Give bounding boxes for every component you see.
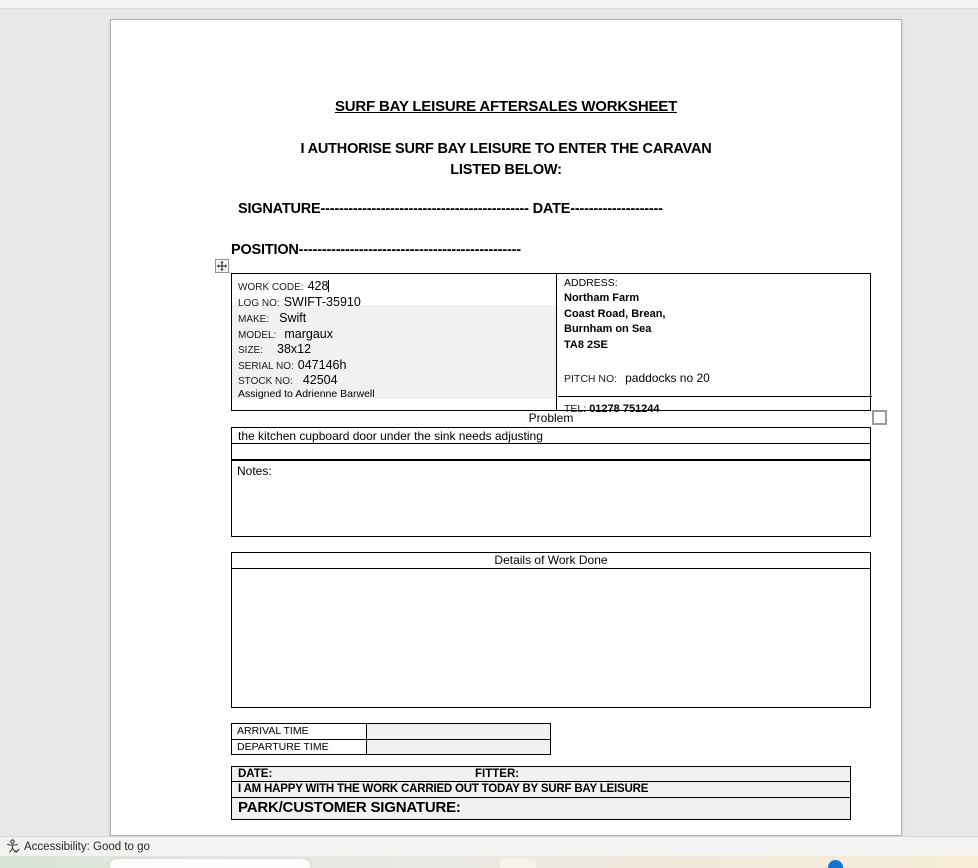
model-row[interactable] [238, 325, 556, 341]
work-code-value[interactable]: 428 [307, 279, 329, 293]
pitch-no-label: PITCH NO: [564, 373, 618, 385]
pitch-no-row[interactable] [564, 369, 872, 385]
customer-signature-row[interactable]: PARK/CUSTOMER SIGNATURE: [238, 799, 461, 816]
accessibility-status[interactable]: Accessibility: Good to go [24, 840, 150, 853]
tel-value[interactable]: 01278 751244 [589, 403, 660, 415]
tel-cell[interactable] [558, 396, 872, 415]
departure-time-row [232, 739, 550, 754]
log-no-row[interactable] [238, 293, 556, 309]
model-value[interactable]: margaux [284, 326, 333, 341]
document-title [111, 98, 901, 115]
work-done-table[interactable] [231, 552, 871, 708]
authorisation-line-2: LISTED BELOW: [450, 162, 562, 178]
problem-table[interactable] [231, 427, 871, 460]
assigned-note[interactable]: Assigned to Adrienne Barwell [238, 387, 375, 400]
serial-no-row[interactable] [238, 356, 556, 372]
size-label: SIZE: [238, 345, 264, 356]
fitter-label: FITTER: [475, 768, 520, 780]
date-label: DATE: [238, 768, 273, 780]
stock-no-label: STOCK NO: [238, 376, 293, 387]
taskbar-item[interactable] [500, 859, 536, 868]
make-row[interactable] [238, 309, 556, 325]
departure-time-value-cell[interactable] [367, 740, 550, 754]
arrival-time-value-cell[interactable] [367, 724, 550, 739]
notes-cell[interactable] [231, 460, 871, 537]
table-resize-handle[interactable] [872, 410, 887, 425]
problem-header: Problem [528, 411, 574, 425]
authorisation-paragraph [111, 139, 901, 181]
document-page[interactable] [110, 19, 902, 836]
work-done-header: Details of Work Done [232, 553, 870, 569]
problem-text-cell[interactable]: the kitchen cupboard door under the sink needs adjusting [232, 428, 870, 444]
signature-date-line[interactable]: SIGNATURE--------------------------------------------- DATE-------------------- [238, 201, 663, 217]
signoff-table[interactable] [231, 766, 851, 820]
address-cell[interactable] [558, 274, 872, 415]
work-code-row[interactable] [238, 277, 556, 293]
problem-empty-cell[interactable] [232, 444, 870, 459]
serial-no-value[interactable]: 047146h [297, 357, 347, 372]
make-label: MAKE: [238, 314, 270, 325]
date-fitter-row[interactable] [232, 767, 850, 782]
log-no-label: LOG NO: [238, 298, 280, 309]
departure-time-label: DEPARTURE TIME [232, 740, 367, 754]
times-table[interactable] [231, 723, 551, 755]
work-code-label: WORK CODE: [238, 282, 304, 293]
make-value[interactable]: Swift [279, 311, 307, 325]
document-title-text: SURF BAY LEISURE AFTERSALES WORKSHEET [334, 98, 678, 115]
stock-no-row[interactable] [238, 371, 556, 387]
ribbon-bottom-edge [0, 0, 978, 9]
log-no-value[interactable]: SWIFT-35910 [283, 295, 361, 309]
address-line-2[interactable]: Coast Road, Brean, [564, 307, 666, 320]
address-line-3[interactable]: Burnham on Sea [564, 323, 652, 335]
caravan-details-cell[interactable] [232, 274, 557, 410]
accessibility-icon [6, 839, 20, 854]
notes-label: Notes: [237, 464, 272, 478]
model-label: MODEL: [238, 329, 277, 341]
happy-statement-row: I AM HAPPY WITH THE WORK CARRIED OUT TODAY BY SURF BAY LEISURE [232, 782, 850, 798]
taskbar-app-icon[interactable] [828, 860, 843, 868]
taskbar-search-pill[interactable] [110, 859, 310, 868]
pitch-no-value[interactable]: paddocks no 20 [625, 371, 710, 385]
four-arrows-icon [217, 261, 227, 271]
address-line-4[interactable]: TA8 2SE [564, 338, 608, 351]
caravan-info-table[interactable] [231, 273, 871, 415]
serial-no-label: SERIAL NO: [238, 360, 294, 372]
arrival-time-row [232, 724, 550, 739]
status-bar [0, 836, 978, 856]
tel-label: TEL: [564, 403, 587, 415]
position-line[interactable]: POSITION------------------------------------------------ [231, 242, 521, 258]
work-done-entry-cell[interactable] [232, 569, 870, 707]
stock-no-value[interactable]: 42504 [302, 373, 338, 387]
authorisation-line-1: I AUTHORISE SURF BAY LEISURE TO ENTER THE CARAVAN [300, 141, 712, 157]
taskbar[interactable] [0, 856, 978, 868]
text-cursor [328, 280, 329, 292]
size-value[interactable]: 38x12 [277, 342, 312, 356]
arrival-time-label: ARRIVAL TIME [232, 724, 367, 739]
address-line-1[interactable]: Northam Farm [564, 292, 640, 304]
size-row[interactable] [238, 340, 556, 356]
address-label: ADDRESS: [564, 277, 618, 289]
table-move-handle-icon[interactable] [215, 259, 229, 273]
